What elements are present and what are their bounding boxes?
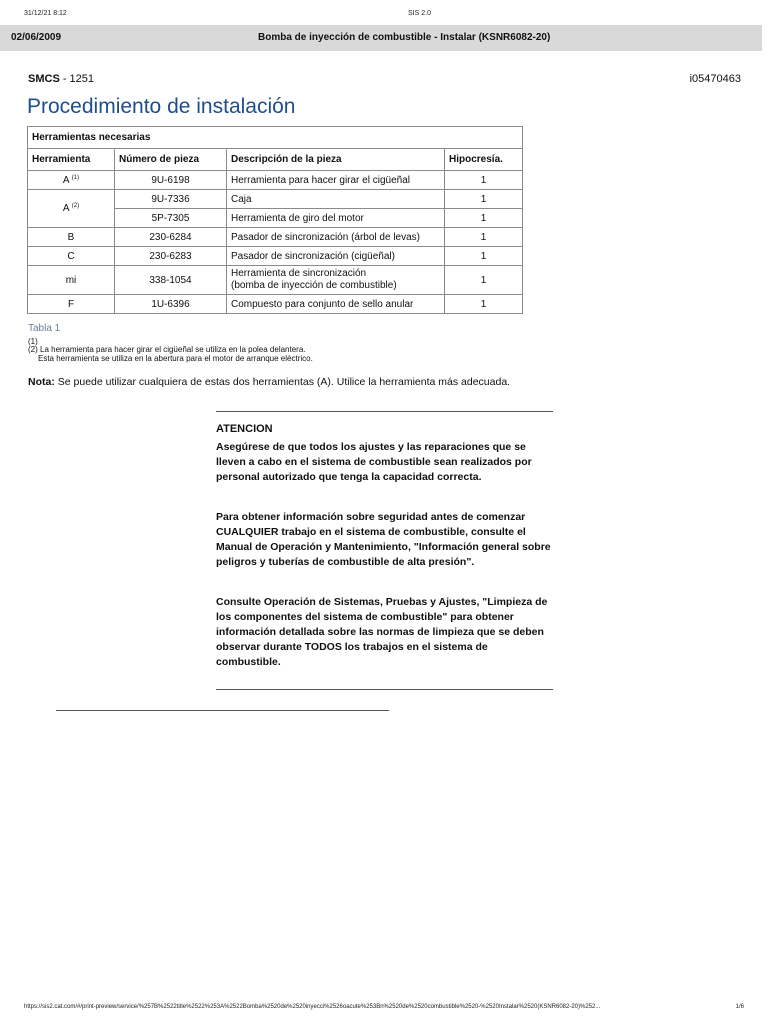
note — [28, 376, 510, 388]
note-text: Se puede utilizar cualquiera de estas dos herramientas (A). Utilice la herramienta más adecuada. — [54, 376, 511, 388]
quantity-cell: 1 — [445, 228, 523, 247]
column-header: Hipocresía. — [445, 149, 523, 171]
tool-cell: B — [28, 228, 115, 247]
attention-heading: ATENCION — [216, 423, 273, 435]
attention-paragraph: Para obtener información sobre seguridad antes de comenzar CUALQUIER trabajo en el sistema de combustible, consulte el Manual de Operación y Mantenimiento, "Información general sobre peligros y tuberías de combustible de alta presión". — [216, 511, 551, 568]
print-app-name: SIS 2.0 — [408, 10, 431, 17]
table-label: Tabla 1 — [28, 323, 61, 334]
column-header: Herramienta — [28, 149, 115, 171]
table-row — [28, 228, 523, 247]
tool-cell: A $^{(2)}$ — [28, 190, 115, 228]
description-cell: Herramienta para hacer girar el cigüeñal — [227, 171, 445, 190]
table-header-row — [28, 149, 523, 171]
table-row — [28, 171, 523, 190]
attention-bottom-rule — [216, 689, 553, 690]
header-date: 02/06/2009 — [11, 32, 62, 43]
table-caption: Herramientas necesarias — [28, 127, 523, 149]
quantity-cell: 1 — [445, 266, 523, 295]
attention-top-rule — [216, 411, 553, 412]
attention-paragraph: Asegúrese de que todos los ajustes y las reparaciones que se lleven a cabo en el sistema de combustible sean realizados por personal autorizado que tenga la capacidad correcta. — [216, 441, 532, 483]
quantity-cell: 1 — [445, 247, 523, 266]
table-row — [28, 295, 523, 314]
footnote-ref: (2) — [71, 203, 80, 209]
tools-table — [27, 126, 523, 314]
tool-cell: C — [28, 247, 115, 266]
column-header: Descripción de la pieza — [227, 149, 445, 171]
description-cell: Compuesto para conjunto de sello anular — [227, 295, 445, 314]
footnote-marker-2: (2) — [28, 345, 38, 354]
footnote-marker-1: (1) — [28, 337, 38, 346]
print-timestamp: 31/12/21 8:12 — [24, 10, 67, 17]
column-header: Número de pieza — [115, 149, 227, 171]
description-cell: Pasador de sincronización (árbol de levas) — [227, 228, 445, 247]
header-title: Bomba de inyección de combustible - Instalar (KSNR6082-20) — [258, 32, 551, 43]
part-number-cell: 9U-6198 — [115, 171, 227, 190]
tool-cell: F — [28, 295, 115, 314]
footer-url: https://sis2.cat.com/#/print-preview/service/%257B%2522title%2522%253A%2522Bomba%2520de%2520inyecci%2526oacute%253Bn%2520de%2520combustible%2520-%2520Instalar%2520(KSNR6082-20)%252... — [24, 1004, 601, 1010]
table-row — [28, 266, 523, 295]
part-number-cell: 1U-6396 — [115, 295, 227, 314]
smcs-value: - 1251 — [59, 73, 95, 85]
footnote-2: Esta herramienta se utiliza en la abertura para el motor de arranque eléctrico. — [38, 354, 313, 363]
smcs-label: SMCS — [28, 73, 60, 85]
table-row — [28, 190, 523, 209]
tool-cell: mi — [28, 266, 115, 295]
page-title: Procedimiento de instalación — [27, 95, 296, 118]
quantity-cell: 1 — [445, 209, 523, 228]
table-row — [28, 247, 523, 266]
footnote-1: (2) La herramienta para hacer girar el cigüeñal se utiliza en la polea delantera. — [28, 345, 306, 354]
description-cell: Herramienta de sincronización (bomba de inyección de combustible) — [227, 266, 445, 295]
part-number-cell: 338-1054 — [115, 266, 227, 295]
part-number-cell: 5P-7305 — [115, 209, 227, 228]
footer-page-number: 1/6 — [735, 1004, 744, 1010]
quantity-cell: 1 — [445, 295, 523, 314]
part-number-cell: 230-6284 — [115, 228, 227, 247]
description-cell: Pasador de sincronización (cigüeñal) — [227, 247, 445, 266]
attention-paragraph: Consulte Operación de Sistemas, Pruebas y Ajustes, "Limpieza de los componentes del sistema de combustible" para obtener información detallada sobre las normas de limpieza que se deben observar durante TODOS los trabajos en el sistema de combustible. — [216, 596, 548, 668]
section-divider — [56, 710, 389, 711]
part-number-cell: 230-6283 — [115, 247, 227, 266]
footnote-ref: (1) — [71, 174, 80, 181]
document-id: i05470463 — [689, 73, 741, 85]
tool-cell: A $^{(1)}$ — [28, 171, 115, 190]
document-header-bar — [0, 25, 762, 51]
note-label: Nota: — [28, 376, 55, 388]
description-cell: Herramienta de giro del motor — [227, 209, 445, 228]
description-cell: Caja — [227, 190, 445, 209]
smcs-code — [28, 73, 94, 85]
quantity-cell: 1 — [445, 171, 523, 190]
quantity-cell: 1 — [445, 190, 523, 209]
part-number-cell: 9U-7336 — [115, 190, 227, 209]
